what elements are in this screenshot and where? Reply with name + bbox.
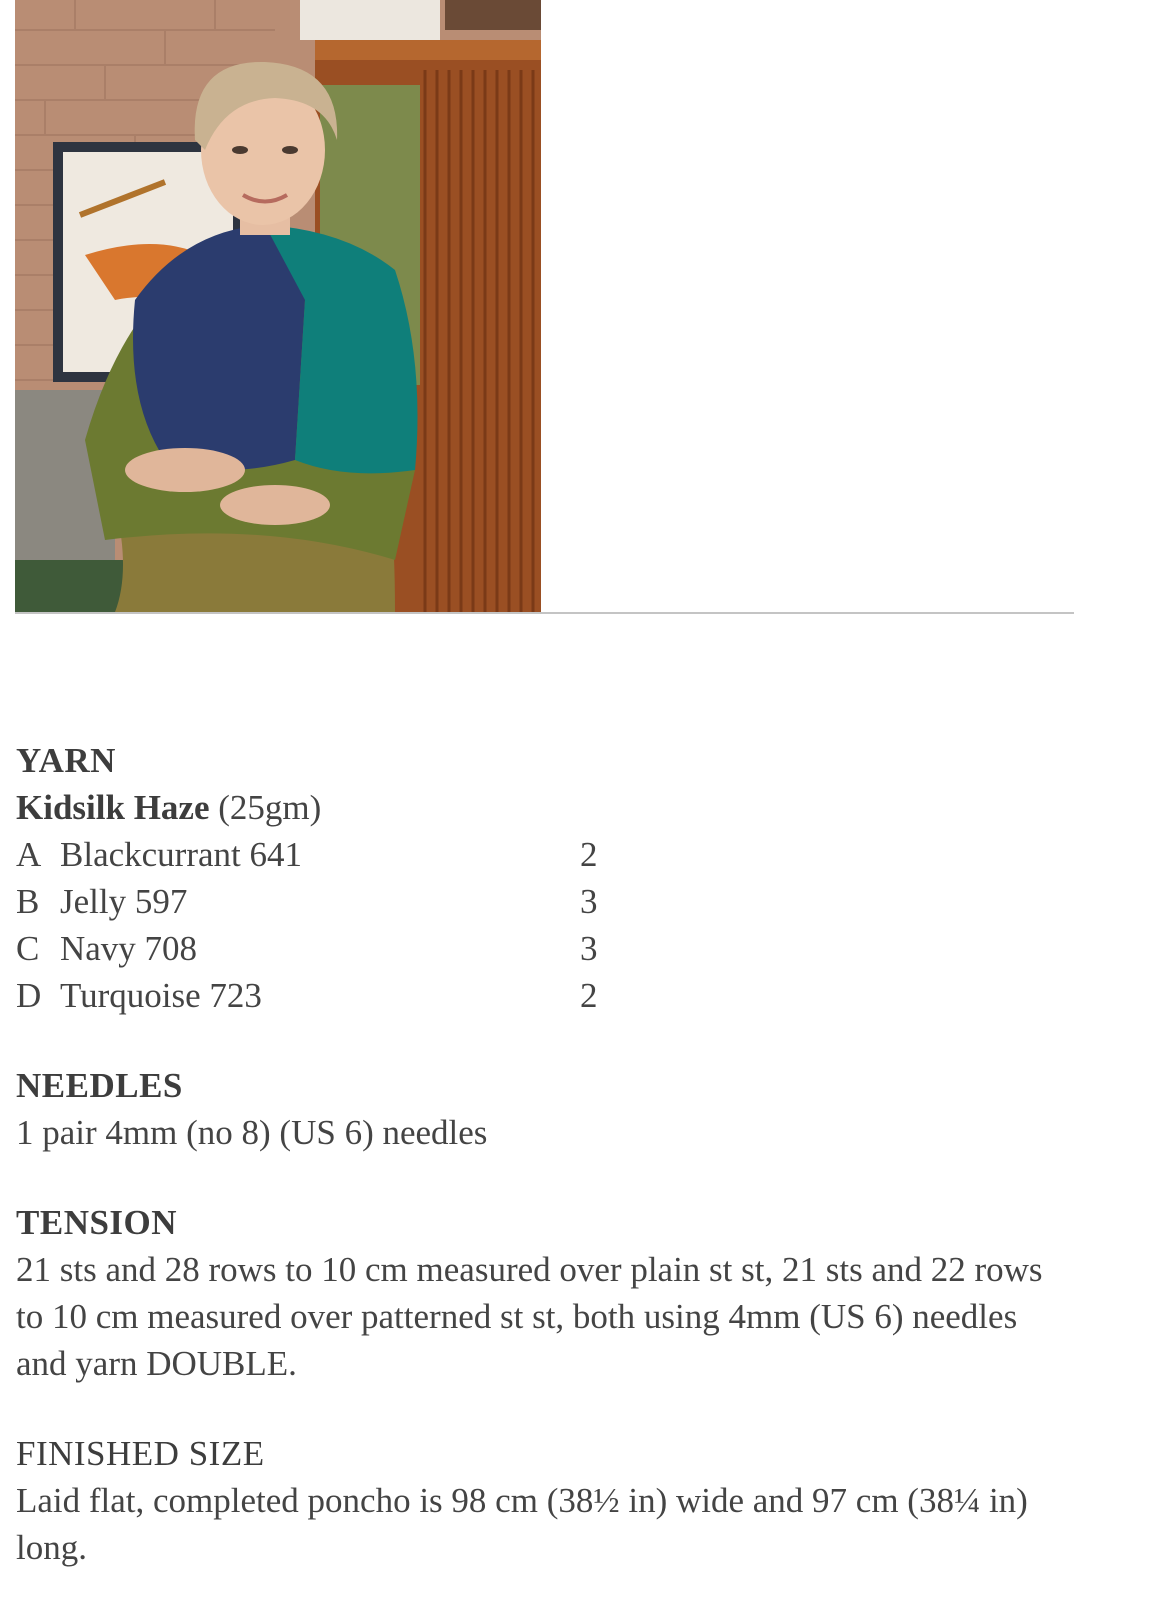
yarn-colour-qty: 3 [580,929,598,968]
yarn-colour-qty: 2 [580,835,598,874]
yarn-weight: (25gm) [218,788,322,827]
yarn-colour-row [16,925,1116,972]
yarn-colour-code: B [16,882,40,921]
yarn-product-line [16,784,1116,831]
yarn-colour-name: Blackcurrant 641 [60,835,302,874]
yarn-colour-name: Jelly 597 [60,882,188,921]
yarn-section [16,738,1116,1019]
yarn-colour-row [16,831,1116,878]
finished-size-heading: FINISHED SIZE [16,1434,265,1473]
yarn-colour-code: D [16,976,42,1015]
finished-size-line: Laid flat, completed poncho is 98 cm (38½ in) wide and 97 cm (38¼ in) [16,1481,1028,1520]
needles-heading: NEEDLES [16,1066,183,1105]
tension-line: 21 sts and 28 rows to 10 cm measured over plain st st, 21 sts and 22 rows [16,1250,1043,1289]
tension-line: to 10 cm measured over patterned st st, both using 4mm (US 6) needles [16,1297,1018,1336]
yarn-product-name: Kidsilk Haze [16,788,210,827]
tension-heading: TENSION [16,1203,178,1242]
finished-size-section [16,1431,1116,1571]
yarn-colour-name: Turquoise 723 [60,976,262,1015]
model-photo [15,0,541,612]
needles-text: 1 pair 4mm (no 8) (US 6) needles [16,1113,488,1152]
pattern-details [16,738,1116,1571]
finished-size-line: long. [16,1528,87,1567]
yarn-colour-row [16,972,1116,1019]
divider-line [15,612,1074,614]
yarn-colour-row [16,878,1116,925]
yarn-heading: YARN [16,741,116,780]
tension-section [16,1200,1116,1387]
needles-section [16,1063,1116,1156]
yarn-colour-code: A [16,835,42,874]
yarn-colour-name: Navy 708 [60,929,198,968]
yarn-colour-code: C [16,929,40,968]
tension-line: and yarn DOUBLE. [16,1344,297,1383]
yarn-colour-qty: 3 [580,882,598,921]
yarn-colour-qty: 2 [580,976,598,1015]
